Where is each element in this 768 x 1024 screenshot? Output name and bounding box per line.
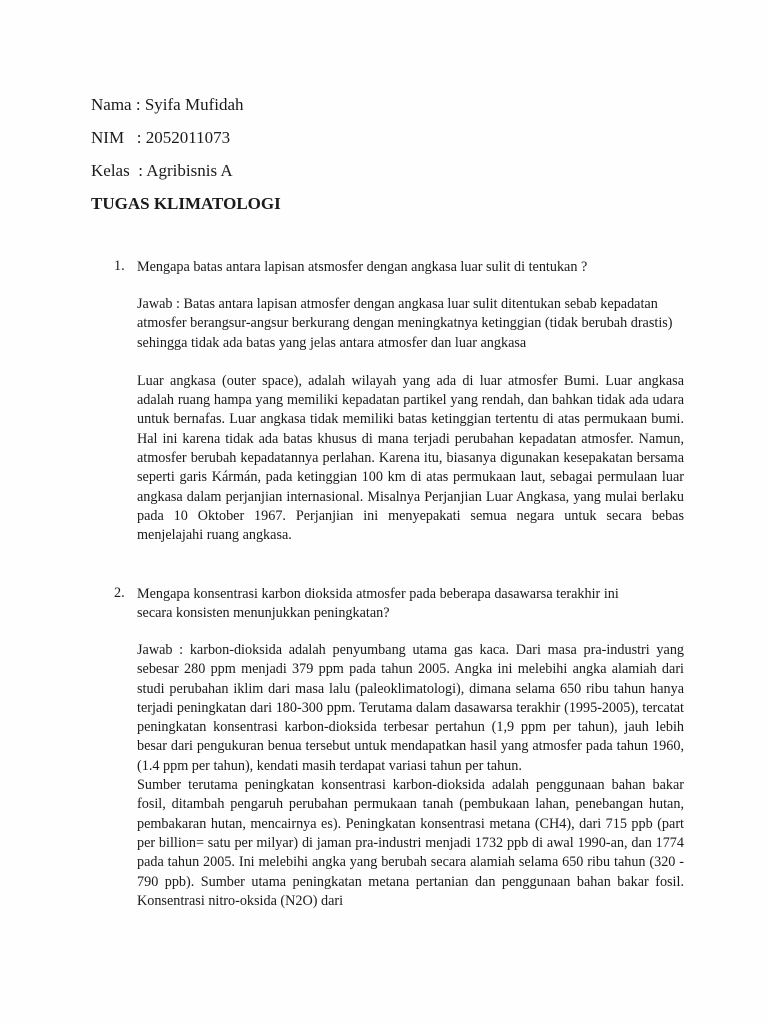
question-text: Mengapa konsentrasi karbon dioksida atmosfer pada beberapa dasawarsa terakhir ini secara konsisten menunjukkan peningkatan?: [137, 586, 619, 621]
question-item-1: [114, 258, 684, 546]
question-number: 1.: [114, 258, 125, 274]
class-line: Kelas : Agribisnis A: [91, 161, 233, 180]
answer-paragraph: Sumber terutama peningkatan konsentrasi karbon-dioksida adalah penggunaan bahan bakar fosil, ditambah pengaruh perubahan permukaan tanah (pembukaan lahan, penebangan hutan, pembakaran hutan, mencairnya es). Peningkatan konsentrasi metana (CH4), dari 715 ppb (part per billion= satu per milyar) di jaman pra-industri menjadi 1732 ppb di awal 1990-an, dan 1774 pada tahun 2005. Ini melebihi angka yang berubah secara alamiah selama 650 ribu tahun (320 - 790 ppb). Sumber utama peningkatan metana pertanian dan penggunaan bahan bakar fosil. Konsentrasi nitro-oksida (N2O) dari: [137, 777, 684, 909]
assignment-title: TUGAS KLIMATOLOGI: [91, 194, 281, 213]
answer-block: [137, 295, 684, 546]
answer-paragraph: Jawab : Batas antara lapisan atmosfer dengan angkasa luar sulit ditentukan sebab kepadatan atmosfer berangsur-angsur berkurang dengan meningkatnya ketinggian (tidak berubah drastis) sehingga tidak ada batas yang jelas antara atmosfer dan luar angkasa: [137, 296, 673, 351]
student-header: [91, 88, 281, 220]
answer-paragraph: Luar angkasa (outer space), adalah wilayah yang ada di luar atmosfer Bumi. Luar angkasa adalah ruang hampa yang memiliki kepadatan partikel yang rendah, dan bahkan tidak ada udara untuk bernafas. Luar angkasa tidak memiliki batas ketinggian tertentu di atas permukaan bumi. Hal ini karena tidak ada batas khusus di mana terjadi perubahan kepadatan atmosfer. Namun, atmosfer berubah kepadatannya perlahan. Karena itu, biasanya digunakan kesepakatan bersama seperti garis Kármán, pada ketinggian 100 km di atas permukaan laut, sebagai permulaan luar angkasa dalam perjanjian internasional. Misalnya Perjanjian Luar Angkasa, yang mulai berlaku pada 10 Oktober 1967. Perjanjian ini menyepakati semua negara untuk secara bebas menjelajahi ruang angkasa.: [137, 372, 684, 544]
nim-line: NIM : 2052011073: [91, 128, 231, 147]
question-number: 2.: [114, 585, 125, 601]
question-item-2: [114, 585, 684, 911]
name-line: Nama : Syifa Mufidah: [91, 95, 244, 114]
answer-paragraph: Jawab : karbon-dioksida adalah penyumbang utama gas kaca. Dari masa pra-industri yang sebesar 280 ppm menjadi 379 ppm pada tahun 2005. Angka ini melebihi angka alamiah dari studi perubahan iklim dari masa lalu (paleoklimatologi), dimana selama 650 ribu tahun hanya terjadi peningkatan dari 180-300 ppm. Terutama dalam dasawarsa terakhir (1995-2005), tercatat peningkatan konsentrasi karbon-dioksida terbesar pertahun (1,9 ppm per tahun), jauh lebih besar dari pengukuran benua tersebut untuk mendapatkan hasil yang atmosfer pada tahun 1960, (1.4 ppm per tahun), kendati masih terdapat variasi tahun per tahun.: [137, 642, 684, 774]
answer-block: [137, 641, 684, 911]
question-text: Mengapa batas antara lapisan atsmosfer dengan angkasa luar sulit di tentukan ?: [137, 259, 588, 275]
